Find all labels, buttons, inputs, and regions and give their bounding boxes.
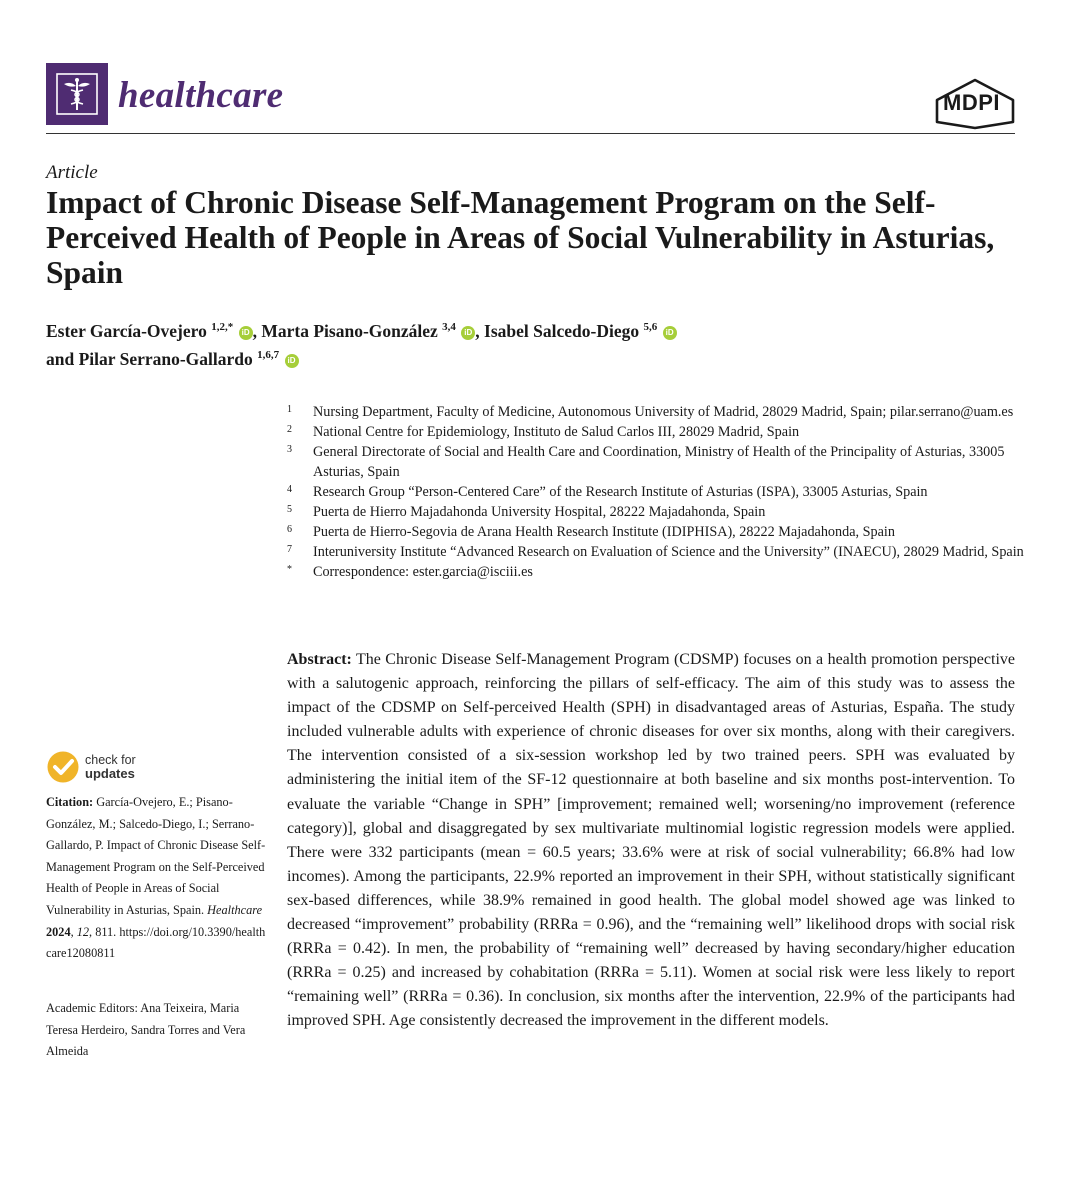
author-name[interactable]: Isabel Salcedo-Diego <box>484 320 640 341</box>
affiliation-text: Nursing Department, Faculty of Medicine, Autonomous University of Madrid, 28029 Madrid, Spain; pilar.serrano@uam.es <box>313 404 1014 420</box>
affiliations <box>287 402 1027 582</box>
affiliation-number: * <box>287 564 292 575</box>
orcid-icon[interactable]: iD <box>663 326 677 340</box>
academic-editors <box>46 998 266 1063</box>
author-affiliation-marks: 3,4 <box>442 321 456 333</box>
author-separator: , <box>252 320 262 341</box>
journal-logo <box>46 63 108 125</box>
affiliation-text: Research Group “Person-Centered Care” of the Research Institute of Asturias (ISPA), 33005 Asturias, Spain <box>313 484 928 500</box>
publisher-name: MDPI <box>943 90 1000 115</box>
check-updates-line2: updates <box>85 766 135 781</box>
author-name[interactable]: Marta Pisano-González <box>261 320 438 341</box>
orcid-icon[interactable]: iD <box>285 354 299 368</box>
affiliation-text: Puerta de Hierro Majadahonda University Hospital, 28222 Majadahonda, Spain <box>313 504 766 520</box>
affiliation-item <box>287 562 1027 582</box>
editors-label: Academic Editors: <box>46 1001 138 1015</box>
affiliation-number: 2 <box>287 424 292 435</box>
affiliation-number: 7 <box>287 544 292 555</box>
citation-doi-link[interactable]: https://doi.org/10.3390/healthcare12080811 <box>46 924 266 961</box>
journal-name: healthcare <box>118 75 284 116</box>
affiliation-text: Correspondence: ester.garcia@isciii.es <box>313 564 533 580</box>
affiliation-text: General Directorate of Social and Health Care and Coordination, Ministry of Health of the Principality of Asturias, 33005 Asturias, Spain <box>313 444 1005 480</box>
citation-label: Citation: <box>46 795 94 809</box>
author-conjunction: and <box>46 348 75 369</box>
affiliation-item <box>287 482 1027 502</box>
author-list <box>46 315 1016 371</box>
affiliation-item <box>287 502 1027 522</box>
citation-journal: Healthcare <box>207 902 263 917</box>
orcid-icon[interactable]: iD <box>239 326 253 340</box>
affiliation-item <box>287 442 1027 482</box>
check-updates-icon <box>46 750 80 784</box>
article-type: Article <box>46 162 98 183</box>
abstract-label: Abstract: <box>287 651 352 668</box>
affiliation-text: Puerta de Hierro-Segovia de Arana Health Research Institute (IDIPHISA), 28222 Majadahonda, Spain <box>313 524 895 540</box>
affiliation-number: 1 <box>287 404 292 415</box>
caduceus-icon <box>54 71 100 117</box>
check-for-updates-badge[interactable] <box>46 750 136 784</box>
abstract-text: The Chronic Disease Self-Management Program (CDSMP) focuses on a health promotion perspective with a salutogenic approach, reinforcing the pillars of self-efficacy. The aim of this study was to assess the impact of the CDSMP on Self-perceived Health (SPH) in disadvantaged areas of Asturias, España. The study included vulnerable adults with experience of chronic diseases for over six months, along with their caregivers. The intervention consisted of a six-session workshop led by two trained peers. SPH was evaluated by administering the initial item of the SF-12 questionnaire at both baseline and six months post-intervention. To evaluate the variable “Change in SPH” [improvement; remained well; worsening/no improvement (reference category)], global and disaggregated by sex multivariate multinomial logistic regression models were applied. There were 332 participants (mean = 60.5 years; 33.6% were at risk of social vulnerability; 66.8% had low incomes). Among the participants, 22.9% reported an improvement in their SPH, without statistically significant sex-based differences, while 38.9% remained in good health. The global model showed age was linked to decreased “improvement” probability (RRRa = 0.96), and the “remaining well” likelihood drops with social risk (RRRa = 0.42). In men, the probability of “remaining well” decreased by having secondary/higher education (RRRa = 0.25) and increased by cohabitation (RRRa = 5.11). Women at social risk were less likely to report “remaining well” (RRRa = 0.36). In conclusion, six months after the intervention, 22.9% of the participants had improved SPH. Age consistently decreased the improvement in the different models. <box>287 651 1015 1030</box>
abstract <box>287 648 1015 1034</box>
author-name[interactable]: Pilar Serrano-Gallardo <box>78 348 253 369</box>
affiliation-number: 4 <box>287 484 292 495</box>
affiliation-item <box>287 542 1027 562</box>
citation-volume: 12 <box>76 924 90 939</box>
affiliation-text: Interuniversity Institute “Advanced Research on Evaluation of Science and the University” (INAECU), 28029 Madrid, Spain <box>313 544 1024 560</box>
editors-text: Ana Teixeira, Maria Teresa Herdeiro, Sandra Torres and Vera Almeida <box>46 1001 246 1059</box>
affiliation-text: National Centre for Epidemiology, Instituto de Salud Carlos III, 28029 Madrid, Spain <box>313 424 800 440</box>
affiliation-item <box>287 402 1027 422</box>
affiliation-number: 6 <box>287 524 292 535</box>
citation-block: Citation: García-Ovejero, E.; Pisano-González, M.; Salcedo-Diego, I.; Serrano-Gallardo, P. Impact of Chronic Disease Self-Management Program on the Self-Perceived Health of People in Areas of Social Vulnerability in Asturias, Spain. Healthcare 2024, 12, 811. https://doi.org/10.3390/healthcare12080811 <box>46 795 266 961</box>
citation-pages: , 811. <box>89 924 117 939</box>
author-affiliation-marks: 1,6,7 <box>257 348 280 361</box>
orcid-icon[interactable]: iD <box>461 326 475 340</box>
header-divider <box>46 133 1015 134</box>
check-updates-line1: check for <box>85 753 136 767</box>
publisher-logo <box>933 78 1017 130</box>
affiliation-item <box>287 422 1027 442</box>
author-separator: , <box>475 320 485 341</box>
affiliation-number: 3 <box>287 444 292 455</box>
author-affiliation-marks: 1,2,* <box>211 321 234 333</box>
citation-year: 2024 <box>46 924 71 939</box>
affiliation-number: 5 <box>287 504 292 515</box>
citation-text: García-Ovejero, E.; Pisano-González, M.; Salcedo-Diego, I.; Serrano-Gallardo, P. Impact of Chronic Disease Self-Management Program on the Self-Perceived Health of People in Areas of Social Vulnerability in Asturias, Spain. <box>46 795 266 917</box>
affiliation-item <box>287 522 1027 542</box>
author-affiliation-marks: 5,6 <box>643 321 658 333</box>
author-name[interactable]: Ester García-Ovejero <box>46 320 207 341</box>
article-title: Impact of Chronic Disease Self-Management Program on the Self-Perceived Health of People in Areas of Social Vulnerability in Asturias, Spain <box>46 185 995 290</box>
